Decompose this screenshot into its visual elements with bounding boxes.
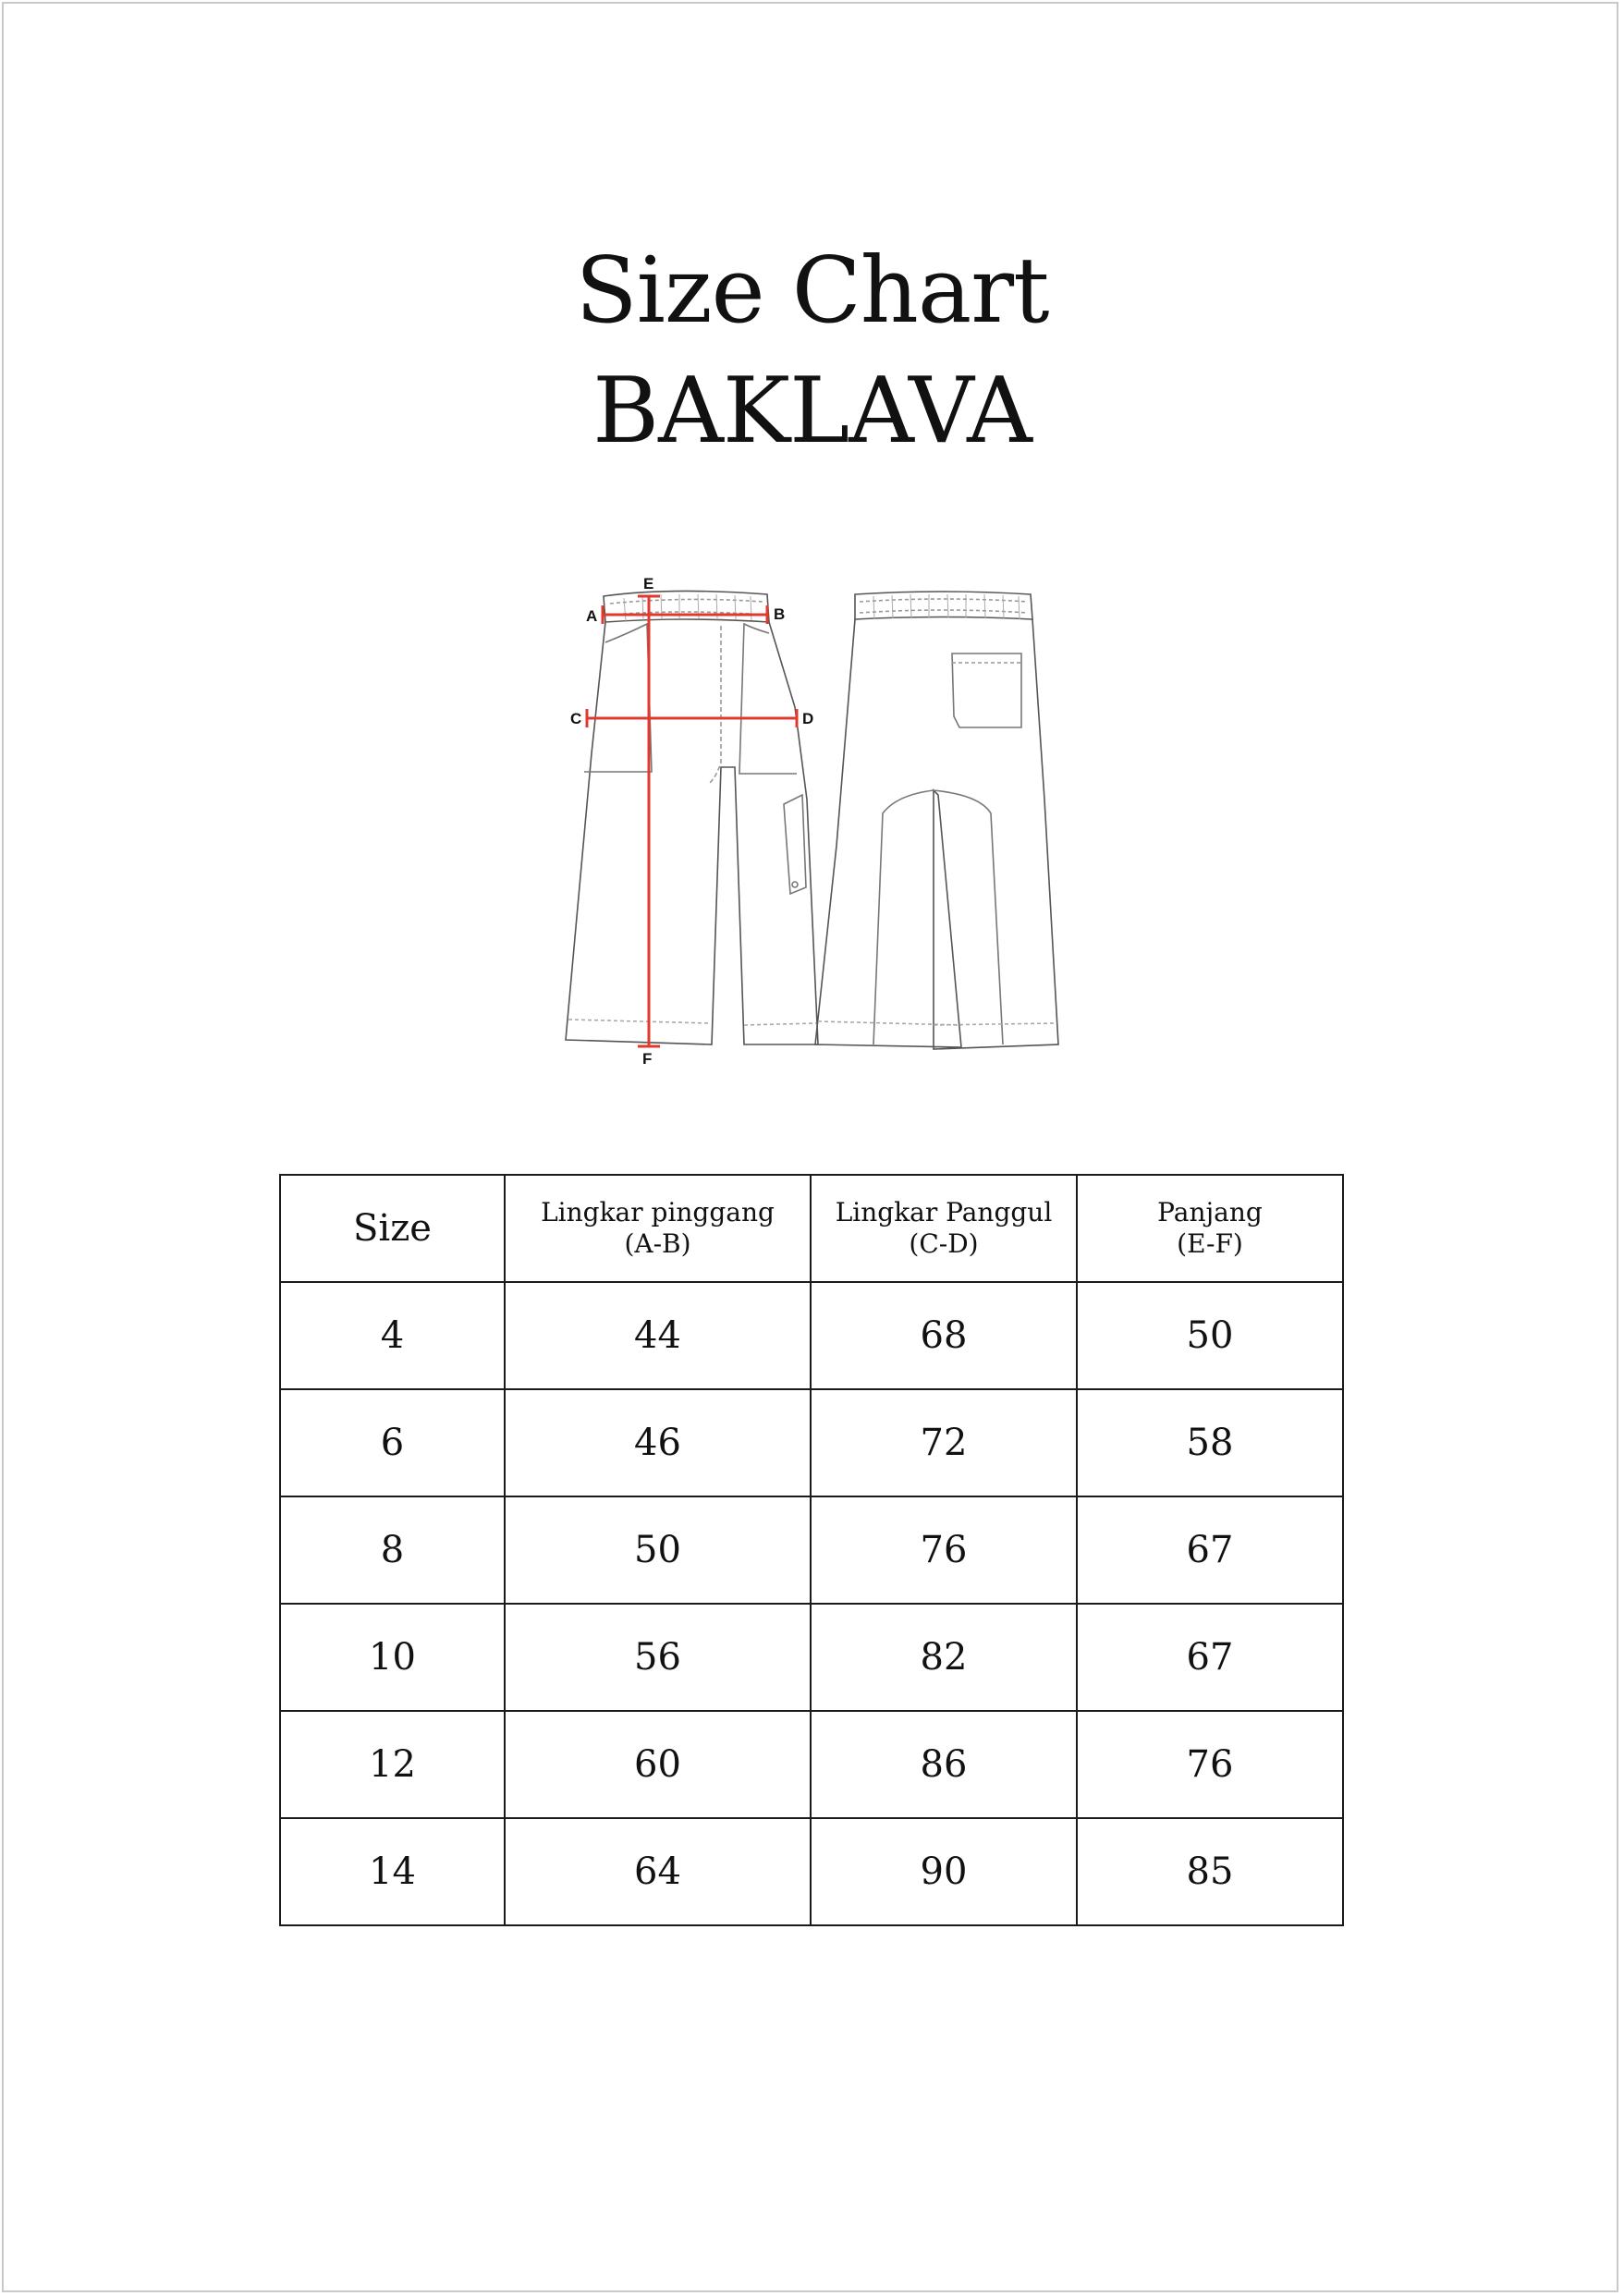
cell-length: 85 [1077,1818,1343,1925]
cell-waist: 60 [505,1711,811,1818]
cell-hip: 72 [811,1389,1077,1496]
label-e: E [643,575,654,592]
header-waist-label: Lingkar pinggang [541,1197,775,1227]
cell-size: 6 [280,1389,505,1496]
page-title: Size Chart [575,238,1049,344]
header-hip [811,1175,1077,1282]
front-view-pants [566,591,818,1044]
cell-length: 76 [1077,1711,1343,1818]
size-table [279,1174,1344,1926]
header-length-sub: (E-F) [1177,1228,1243,1259]
cell-size: 8 [280,1496,505,1604]
table-row [280,1389,1343,1496]
table-row [280,1604,1343,1711]
cell-waist: 64 [505,1818,811,1925]
pants-measurement-diagram [555,568,1072,1081]
cell-length: 67 [1077,1496,1343,1604]
cell-waist: 50 [505,1496,811,1604]
cell-size: 14 [280,1818,505,1925]
label-f: F [642,1050,653,1068]
header-waist-sub: (A-B) [624,1228,691,1259]
cell-length: 58 [1077,1389,1343,1496]
cell-waist: 46 [505,1389,811,1496]
header-length [1077,1175,1343,1282]
table-row [280,1282,1343,1389]
cell-hip: 68 [811,1282,1077,1389]
cell-size: 12 [280,1711,505,1818]
label-c: C [570,710,582,727]
cell-length: 67 [1077,1604,1343,1711]
table-row [280,1711,1343,1818]
header-size [280,1175,505,1282]
table-row [280,1818,1343,1925]
cell-size: 10 [280,1604,505,1711]
header-waist [505,1175,811,1282]
table-row [280,1496,1343,1604]
cell-waist: 44 [505,1282,811,1389]
header-length-label: Panjang [1157,1197,1263,1227]
product-name: BAKLAVA [592,359,1032,464]
cell-hip: 82 [811,1604,1077,1711]
measurement-lines [587,596,797,1046]
header-size-label: Size [353,1207,432,1250]
back-view-pants [815,592,1058,1049]
cell-hip: 90 [811,1818,1077,1925]
label-b: B [774,605,786,623]
pants-sketch [555,568,1072,1081]
cell-waist: 56 [505,1604,811,1711]
cell-hip: 86 [811,1711,1077,1818]
title-block [0,231,1624,471]
header-hip-sub: (C-D) [909,1228,979,1259]
cell-length: 50 [1077,1282,1343,1389]
label-a: A [586,607,598,625]
header-hip-label: Lingkar Panggul [835,1197,1053,1227]
cell-size: 4 [280,1282,505,1389]
table-header-row [280,1175,1343,1282]
cell-hip: 76 [811,1496,1077,1604]
label-d: D [802,710,814,727]
